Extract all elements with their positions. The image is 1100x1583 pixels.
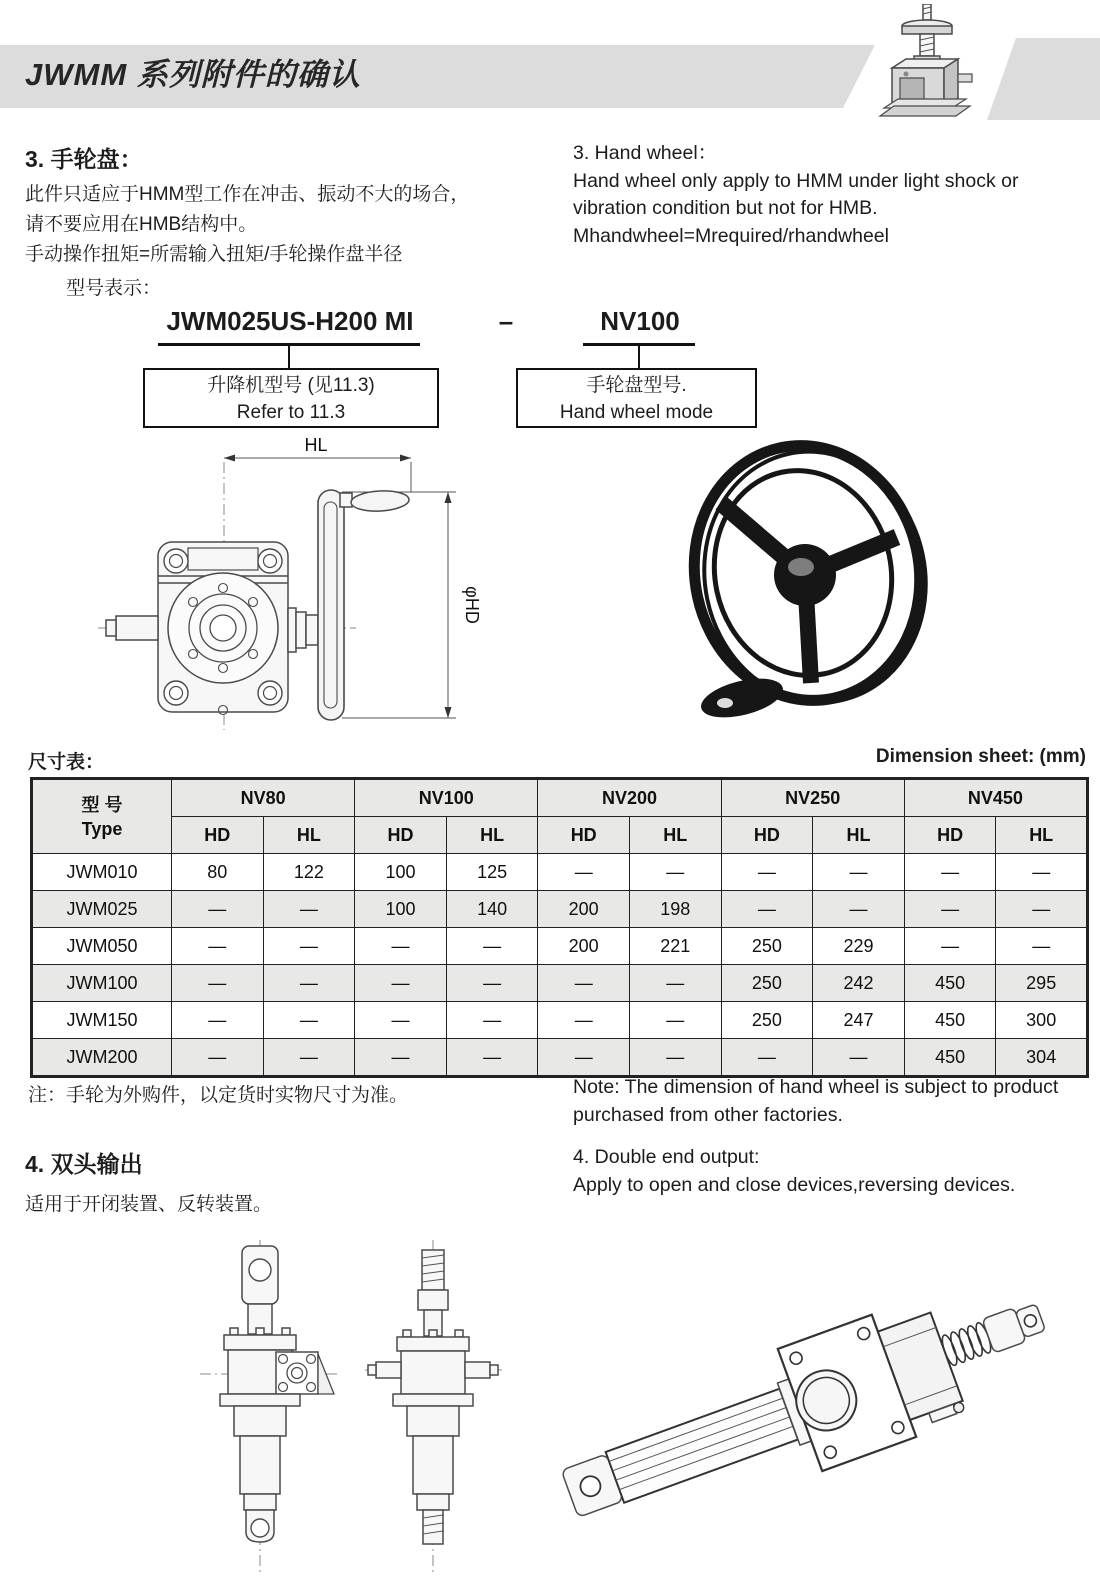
table-cell: 242 [813,965,905,1002]
table-cell: 229 [813,928,905,965]
table-cell: — [629,1039,721,1077]
table-cell: — [538,1039,630,1077]
table-cell: — [172,1039,264,1077]
table-cell: — [446,1039,538,1077]
section3-en-heading: 3. Hand wheel： [573,142,718,164]
section4-en-body: Apply to open and close devices,reversing devices. [573,1173,1016,1196]
table-cell: 198 [629,891,721,928]
table-cell: — [721,1039,813,1077]
table-header-group: NV80 [172,779,355,817]
table-row [32,928,1088,965]
table-cell-type: JWM025 [32,891,172,928]
callout-connector-left [288,346,290,368]
table-caption-en: Dimension sheet: (mm) [875,746,1086,767]
table-cell: — [904,854,996,891]
section4-cn-heading: 4. 双头输出 [25,1151,143,1177]
table-cell: 300 [996,1002,1088,1039]
table-cell: 125 [446,854,538,891]
table-cell: — [172,1002,264,1039]
table-header-sub: HL [813,817,905,854]
callout-lifter-en: Refer to 11.3 [236,402,346,423]
table-cell: — [813,1039,905,1077]
table-cell: 140 [446,891,538,928]
table-header-sub: HL [629,817,721,854]
table-cell: — [996,891,1088,928]
section3-cn [25,141,555,270]
table-cell: 450 [904,1002,996,1039]
table-cell: — [172,965,264,1002]
table-cell-type: JWM100 [32,965,172,1002]
note-en-line2: purchased from other factories. [573,1103,843,1126]
section4-en-heading: 4. Double end output: [573,1146,760,1168]
dim-label-hl: HL [304,435,328,455]
table-cell: — [629,965,721,1002]
table-cell: 200 [538,891,630,928]
table-cell: — [263,1002,355,1039]
gearbox-handwheel-drawing [88,430,498,740]
table-header-group: NV200 [538,779,721,817]
section3-cn-line3: 手动操作扭矩=所需输入扭矩/手轮操作盘半径 [25,244,403,265]
table-cell: 122 [263,854,355,891]
table-cell: 250 [721,965,813,1002]
table-cell: — [355,965,447,1002]
table-cell: — [263,928,355,965]
table-cell: — [996,854,1088,891]
table-cell: — [446,1002,538,1039]
table-cell: 200 [538,928,630,965]
table-header-type: 型 号 Type [32,779,172,854]
table-cell: — [355,928,447,965]
header-band-slash [980,38,1100,120]
designation-separator: – [498,306,514,336]
table-cell: 250 [721,928,813,965]
table-cell: — [172,891,264,928]
section3-cn-line1: 此件只适应于HMM型工作在冲击、振动不大的场合， [25,184,470,205]
table-row [32,965,1088,1002]
screw-jack-icon [862,4,994,132]
table-cell: — [721,854,813,891]
table-cell: — [629,1002,721,1039]
table-cell: — [538,965,630,1002]
table-cell: — [263,891,355,928]
section4-en [573,1144,1093,1199]
dim-label-hd: φHD [462,586,482,624]
table-cell-type: JWM200 [32,1039,172,1077]
table-cell-type: JWM050 [32,928,172,965]
table-cell: — [446,965,538,1002]
table-header-sub: HD [538,817,630,854]
table-header-group: NV100 [355,779,538,817]
table-header-sub: HD [355,817,447,854]
designation-wheel-code: NV100 [600,306,680,336]
table-cell: — [904,928,996,965]
table-header-group: NV450 [904,779,1087,817]
section3-cn-heading: 3. 手轮盘： [25,146,143,172]
table-header-sub: HL [263,817,355,854]
table-cell: 450 [904,1039,996,1077]
section3-cn-line2: 请不要应用在HMB结构中。 [25,214,258,235]
note-en [573,1074,1093,1129]
callout-box-handwheel [516,368,757,428]
handwheel-photo [645,437,965,732]
table-cell: — [996,928,1088,965]
dimension-table [30,777,1089,1078]
table-cell: — [538,1002,630,1039]
table-header-sub: HD [904,817,996,854]
callout-lifter-cn: 升降机型号 (见11.3) [207,375,375,396]
table-cell: — [904,891,996,928]
designation-model-code: JWM025US-H200 MI [166,306,414,336]
table-cell: 100 [355,854,447,891]
table-cell: 80 [172,854,264,891]
section4-cn-body: 适用于开闭装置、反转装置。 [25,1194,273,1215]
section3-en-line1: Hand wheel only apply to HMM under light shock or [573,169,1019,192]
note-cn: 注：手轮为外购件，以定货时实物尺寸为准。 [28,1085,409,1106]
double-end-output-3d-drawing [540,1245,1060,1575]
table-cell: 304 [996,1039,1088,1077]
double-end-output-cad-drawing [180,1238,520,1583]
table-cell: — [813,854,905,891]
table-cell: 295 [996,965,1088,1002]
table-cell: — [629,854,721,891]
table-cell: — [172,928,264,965]
table-cell-type: JWM010 [32,854,172,891]
callout-handwheel-en: Hand wheel mode [559,402,714,423]
section3-en-line2: vibration condition but not for HMB. [573,197,878,219]
table-cell-type: JWM150 [32,1002,172,1039]
table-header-sub: HL [446,817,538,854]
section3-en-line3: Mhandwheel=Mrequired/rhandwheel [573,224,889,247]
table-header-sub: HL [996,817,1088,854]
table-cell: 250 [721,1002,813,1039]
note-en-line1: Note: The dimension of hand wheel is subject to product [573,1076,1059,1098]
table-caption-cn: 尺寸表： [28,752,105,773]
table-cell: — [721,891,813,928]
table-cell: — [355,1002,447,1039]
callout-connector-right [638,346,640,368]
callout-box-lifter [143,368,439,428]
table-cell: 247 [813,1002,905,1039]
table-cell: — [538,854,630,891]
table-header-group: NV250 [721,779,904,817]
table-row [32,1002,1088,1039]
table-cell: 100 [355,891,447,928]
designation-label: 型号表示： [66,278,162,299]
callout-handwheel-cn: 手轮盘型号. [586,375,687,396]
table-row [32,891,1088,928]
table-header-sub: HD [721,817,813,854]
table-cell: 450 [904,965,996,1002]
section3-en [573,140,1083,250]
table-header-sub: HD [172,817,264,854]
table-cell: — [355,1039,447,1077]
table-cell: — [263,965,355,1002]
table-row [32,854,1088,891]
table-cell: — [263,1039,355,1077]
table-cell: 221 [629,928,721,965]
table-cell: — [813,891,905,928]
page-title: JWMM 系列附件的确认 [25,57,361,92]
table-row [32,1039,1088,1077]
table-cell: — [446,928,538,965]
